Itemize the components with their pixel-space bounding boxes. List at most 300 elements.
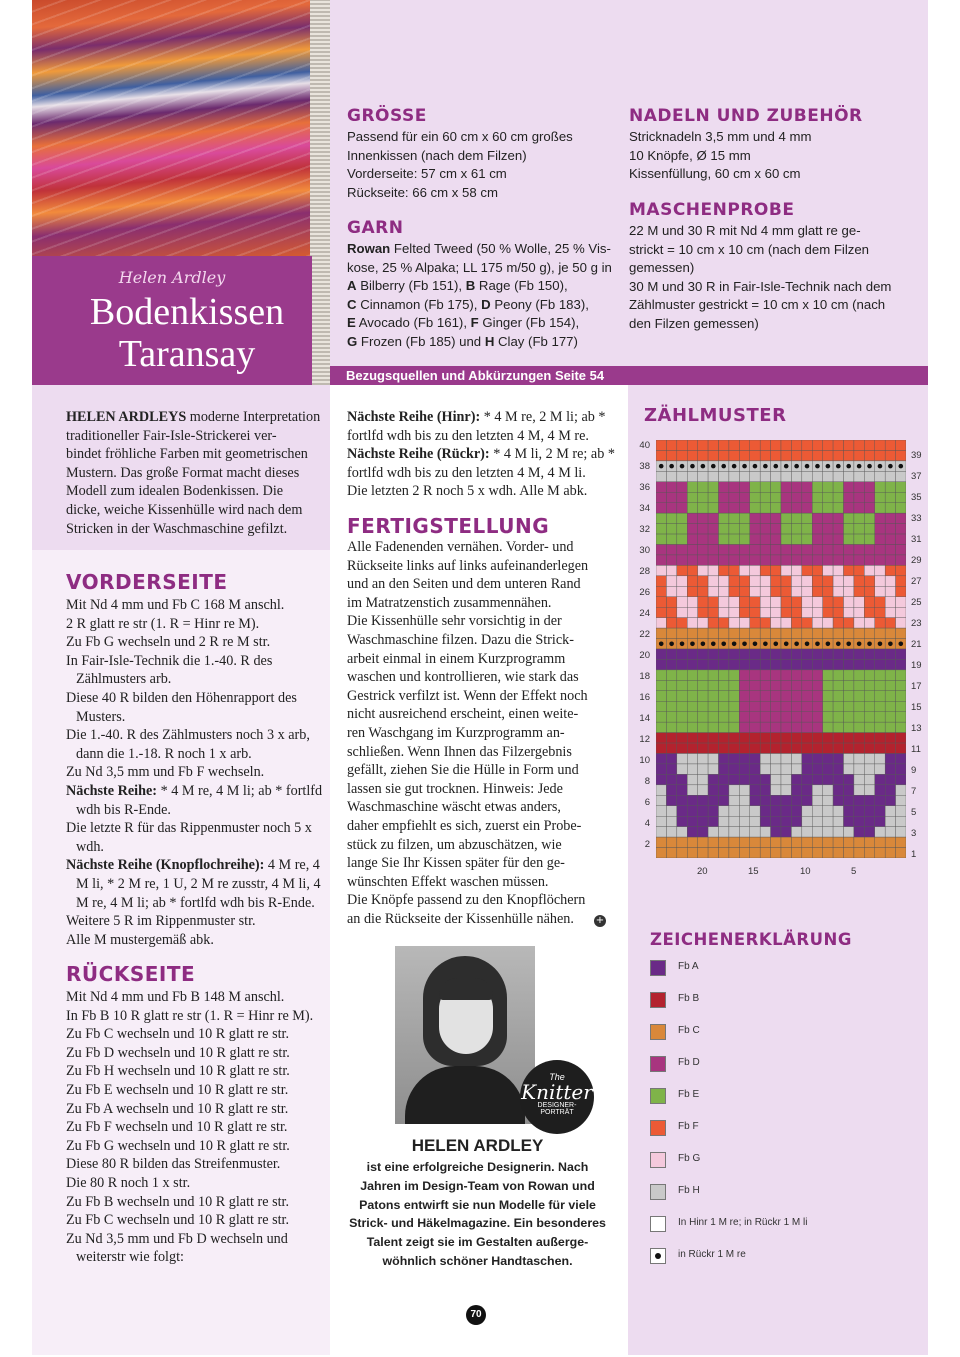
chart-cell <box>708 659 718 669</box>
chart-cell <box>750 565 760 575</box>
chart-cell <box>729 701 739 711</box>
chart-cell <box>771 534 781 544</box>
chart-cell <box>687 555 697 565</box>
chart-cell <box>781 555 791 565</box>
chart-cell <box>656 586 666 596</box>
chart-cell <box>864 565 874 575</box>
chart-cell <box>666 628 676 638</box>
chart-cell <box>771 754 781 764</box>
chart-cell <box>833 827 843 837</box>
instruction-text: Die 1.-40. R des Zählmusters noch 3 x arb, dann die 1.-18. R noch 1 x arb. <box>66 727 310 762</box>
chart-cell <box>739 555 749 565</box>
legend-swatch <box>650 1024 666 1040</box>
chart-cell <box>677 503 687 513</box>
chart-cell <box>802 503 812 513</box>
chart-cell <box>719 670 729 680</box>
nadeln-section <box>629 106 919 184</box>
chart-cell <box>885 450 895 460</box>
chart-cell <box>854 607 864 617</box>
chart-cell <box>791 816 801 826</box>
fertigstellung-section <box>347 514 617 928</box>
chart-cell <box>719 607 729 617</box>
chart-cell <box>698 774 708 784</box>
chart-cell <box>708 764 718 774</box>
chart-cell <box>791 534 801 544</box>
chart-cell <box>875 806 885 816</box>
chart-cell <box>719 764 729 774</box>
chart-cell <box>760 628 770 638</box>
chart-cell <box>698 722 708 732</box>
page-title-line2: Taransay <box>118 333 256 375</box>
chart-cell <box>854 827 864 837</box>
chart-cell <box>812 586 822 596</box>
instruction-item: Zu Fb G wechseln und 10 R glatt re str. <box>66 1137 290 1154</box>
purl-dot-mark <box>753 641 758 646</box>
chart-cell <box>812 701 822 711</box>
text-line: Waschmaschine filzen. Dazu die Strick- <box>347 631 574 648</box>
chart-cell <box>802 712 812 722</box>
chart-cell <box>729 743 739 753</box>
designer-photo <box>395 946 535 1124</box>
chart-cell <box>719 545 729 555</box>
fertigstellung-heading: FERTIGSTELLUNG <box>347 514 550 538</box>
chart-cell <box>771 680 781 690</box>
chart-tick-label: 20 <box>639 650 650 661</box>
chart-cell <box>750 764 760 774</box>
chart-cell <box>666 722 676 732</box>
chart-cell <box>698 503 708 513</box>
chart-cell <box>687 513 697 523</box>
chart-cell <box>656 712 666 722</box>
chart-cell <box>864 534 874 544</box>
chart-cell <box>750 607 760 617</box>
chart-cell <box>844 545 854 555</box>
chart-cell <box>739 659 749 669</box>
text-line: gemessen) <box>629 260 695 276</box>
chart-cell <box>791 774 801 784</box>
chart-cell <box>687 680 697 690</box>
chart-cell <box>823 628 833 638</box>
chart-cell <box>719 680 729 690</box>
instruction-item <box>347 408 615 445</box>
chart-cell <box>823 680 833 690</box>
chart-cell <box>854 837 864 847</box>
chart-cell <box>677 670 687 680</box>
chart-cell <box>885 701 895 711</box>
text-line: Kissenfüllung, 60 cm x 60 cm <box>629 166 801 182</box>
chart-cell <box>812 576 822 586</box>
chart-cell <box>708 440 718 450</box>
purl-dot-mark <box>742 641 747 646</box>
chart-cell <box>896 576 906 586</box>
chart-cell <box>875 827 885 837</box>
end-mark-icon: + <box>595 915 605 926</box>
chart-cell <box>698 576 708 586</box>
chart-cell <box>864 795 874 805</box>
chart-cell <box>666 827 676 837</box>
chart-cell <box>739 827 749 837</box>
chart-cell <box>781 492 791 502</box>
legend-label: in Rückr 1 M re <box>678 1249 746 1260</box>
chart-cell <box>823 503 833 513</box>
chart-cell <box>760 492 770 502</box>
chart-cell <box>833 628 843 638</box>
chart-cell <box>687 524 697 534</box>
chart-cell <box>719 492 729 502</box>
chart-cell <box>781 597 791 607</box>
chart-cell <box>666 482 676 492</box>
chart-cell <box>844 701 854 711</box>
chart-cell <box>885 492 895 502</box>
badge-text: DESIGNER- <box>537 1102 577 1109</box>
chart-cell <box>833 816 843 826</box>
chart-cell <box>864 482 874 492</box>
chart-cell <box>771 701 781 711</box>
chart-cell <box>708 743 718 753</box>
text-line: 22 M und 30 R mit Nd 4 mm glatt re ge- <box>629 223 861 238</box>
chart-cell <box>698 492 708 502</box>
chart-cell <box>739 774 749 784</box>
chart-cell <box>739 701 749 711</box>
chart-cell <box>760 471 770 481</box>
chart-tick-label: 27 <box>911 576 922 587</box>
chart-cell <box>802 837 812 847</box>
chart-cell <box>666 848 676 858</box>
chart-cell <box>666 545 676 555</box>
chart-cell <box>656 450 666 460</box>
chart-cell <box>771 607 781 617</box>
chart-cell <box>864 733 874 743</box>
text-span: Felted Tweed (50 % Wolle, 25 % Vis- <box>390 241 611 256</box>
chart-cell <box>823 691 833 701</box>
chart-cell <box>812 806 822 816</box>
chart-cell <box>729 659 739 669</box>
chart-cell <box>750 597 760 607</box>
purl-dot-mark <box>826 464 831 469</box>
chart-cell <box>739 471 749 481</box>
chart-cell <box>656 691 666 701</box>
chart-cell <box>812 837 822 847</box>
text-line <box>66 408 328 427</box>
chart-cell <box>875 503 885 513</box>
chart-cell <box>729 555 739 565</box>
chart-cell <box>687 628 697 638</box>
chart-cell <box>760 534 770 544</box>
purl-dot-mark <box>826 641 831 646</box>
chart-cell <box>719 618 729 628</box>
chart-cell <box>708 450 718 460</box>
chart-cell <box>729 785 739 795</box>
purl-dot-mark <box>669 464 674 469</box>
chart-tick-label: 1 <box>911 849 917 860</box>
chart-cell <box>833 586 843 596</box>
text-line: gefällt, ziehen Sie die Hülle in Form und <box>347 762 579 779</box>
chart-cell <box>833 806 843 816</box>
instruction-text: * 4 M re, 2 M li; ab * fortlfd wdh bis zu den letzten 4 M, 4 M re. <box>347 409 606 444</box>
chart-cell <box>666 471 676 481</box>
chart-cell <box>875 733 885 743</box>
chart-cell <box>708 555 718 565</box>
chart-cell <box>666 492 676 502</box>
chart-cell <box>885 785 895 795</box>
instruction-item: In Fb B 10 R glatt re str (1. R = Hinr re M). <box>66 1007 314 1024</box>
chart-cell <box>885 764 895 774</box>
legend-swatch <box>650 1184 666 1200</box>
purl-dot-mark <box>784 464 789 469</box>
chart-cell <box>771 482 781 492</box>
chart-cell <box>677 565 687 575</box>
purl-dot-mark <box>794 464 799 469</box>
chart-cell <box>708 503 718 513</box>
chart-cell <box>854 440 864 450</box>
chart-cell <box>750 712 760 722</box>
chart-cell <box>823 785 833 795</box>
chart-cell <box>739 628 749 638</box>
chart-cell <box>812 764 822 774</box>
chart-cell <box>844 450 854 460</box>
chart-cell <box>729 680 739 690</box>
instruction-item: Zu Fb C wechseln und 10 R glatt re str. <box>66 1026 290 1043</box>
chart-cell <box>875 586 885 596</box>
chart-cell <box>729 440 739 450</box>
chart-cell <box>708 754 718 764</box>
chart-cell <box>760 785 770 795</box>
chart-cell <box>677 764 687 774</box>
chart-cell <box>656 701 666 711</box>
chart-tick-label: 28 <box>639 566 650 577</box>
chart-cell <box>802 586 812 596</box>
chart-cell <box>781 450 791 460</box>
designer-bio <box>330 1158 625 1271</box>
chart-cell <box>844 733 854 743</box>
text-line: ren Waschgang im Kurzprogramm an- <box>347 724 565 741</box>
chart-cell <box>771 649 781 659</box>
text-line: lassen sie gut trocknen. Hinweis: Jede <box>347 780 563 797</box>
chart-cell <box>677 440 687 450</box>
chart-cell <box>760 806 770 816</box>
chart-cell <box>802 524 812 534</box>
chart-cell <box>708 670 718 680</box>
chart-cell <box>687 848 697 858</box>
chart-cell <box>864 816 874 826</box>
text-line: Passend für ein 60 cm x 60 cm großes <box>347 129 573 144</box>
chart-cell <box>708 586 718 596</box>
chart-cell <box>687 806 697 816</box>
chart-cell <box>729 628 739 638</box>
chart-cell <box>791 785 801 795</box>
chart-cell <box>687 471 697 481</box>
chart-cell <box>687 670 697 680</box>
chart-tick-label: 25 <box>911 597 922 608</box>
chart-cell <box>812 774 822 784</box>
chart-cell <box>854 701 864 711</box>
chart-cell <box>739 618 749 628</box>
chart-cell <box>719 586 729 596</box>
chart-cell <box>729 607 739 617</box>
chart-cell <box>864 827 874 837</box>
chart-cell <box>833 607 843 617</box>
chart-tick-label: 32 <box>639 524 650 535</box>
purl-dot-mark <box>836 464 841 469</box>
chart-cell <box>771 743 781 753</box>
chart-cell <box>760 607 770 617</box>
chart-cell <box>875 816 885 826</box>
rueckseite-instructions <box>66 988 328 1267</box>
chart-cell <box>656 659 666 669</box>
color-key: A <box>347 278 357 294</box>
chart-cell <box>656 774 666 784</box>
chart-tick-label: 14 <box>639 713 650 724</box>
chart-cell <box>864 743 874 753</box>
chart-cell <box>698 795 708 805</box>
chart-cell <box>844 827 854 837</box>
chart-cell <box>781 733 791 743</box>
chart-cell <box>666 701 676 711</box>
chart-cell <box>729 827 739 837</box>
chart-cell <box>771 555 781 565</box>
chart-cell <box>823 764 833 774</box>
chart-cell <box>687 618 697 628</box>
chart-cell <box>812 754 822 764</box>
chart-tick-label: 34 <box>639 503 650 514</box>
chart-cell <box>677 848 687 858</box>
chart-cell <box>656 827 666 837</box>
chart-cell <box>875 743 885 753</box>
chart-cell <box>771 545 781 555</box>
chart-cell <box>687 733 697 743</box>
chart-cell <box>739 712 749 722</box>
purl-dot-mark <box>680 641 685 646</box>
chart-cell <box>677 774 687 784</box>
chart-cell <box>791 733 801 743</box>
chart-cell <box>823 565 833 575</box>
purl-dot-mark <box>888 464 893 469</box>
chart-cell <box>875 628 885 638</box>
chart-cell <box>781 628 791 638</box>
chart-cell <box>885 827 895 837</box>
chart-cell <box>666 513 676 523</box>
chart-cell <box>844 691 854 701</box>
rueckseite-continued <box>347 408 615 501</box>
chart-tick-label: 19 <box>911 660 922 671</box>
chart-cell <box>833 649 843 659</box>
chart-cell <box>739 545 749 555</box>
chart-cell <box>812 565 822 575</box>
chart-cell <box>896 754 906 764</box>
chart-cell <box>719 827 729 837</box>
purl-dot-mark <box>701 641 706 646</box>
chart-cell <box>687 534 697 544</box>
instruction-text: * 4 M li, 2 M re; ab * fortlfd wdh bis zu den letzten 4 M, 4 M li. <box>347 446 615 481</box>
chart-cell <box>760 565 770 575</box>
chart-cell <box>666 712 676 722</box>
chart-cell <box>698 754 708 764</box>
chart-cell <box>833 659 843 669</box>
chart-cell <box>656 754 666 764</box>
chart-cell <box>781 827 791 837</box>
chart-cell <box>698 482 708 492</box>
chart-cell <box>677 837 687 847</box>
instruction-item: Zu Fb H wechseln und 10 R glatt re str. <box>66 1063 290 1080</box>
chart-cell <box>771 827 781 837</box>
chart-cell <box>750 659 760 669</box>
chart-cell <box>791 607 801 617</box>
chart-cell <box>708 680 718 690</box>
chart-cell <box>854 764 864 774</box>
chart-cell <box>677 576 687 586</box>
chart-cell <box>739 586 749 596</box>
chart-cell <box>854 534 864 544</box>
chart-cell <box>708 795 718 805</box>
chart-cell <box>875 785 885 795</box>
chart-cell <box>781 691 791 701</box>
chart-cell <box>666 534 676 544</box>
chart-cell <box>875 764 885 774</box>
chart-cell <box>812 659 822 669</box>
chart-cell <box>781 712 791 722</box>
chart-cell <box>854 848 864 858</box>
chart-cell <box>677 545 687 555</box>
bio-line: Patons entwirft sie nun Modelle für viele <box>359 1197 596 1212</box>
garn-color-list <box>347 277 627 351</box>
chart-cell <box>729 806 739 816</box>
chart-cell <box>698 691 708 701</box>
chart-cell <box>864 576 874 586</box>
chart-cell <box>677 524 687 534</box>
text-line: Gestrick verfilzt ist. Wenn der Effekt noch <box>347 687 588 704</box>
chart-cell <box>833 764 843 774</box>
chart-cell <box>791 618 801 628</box>
chart-cell <box>864 503 874 513</box>
chart-tick-label: 23 <box>911 618 922 629</box>
chart-cell <box>823 827 833 837</box>
chart-cell <box>823 618 833 628</box>
chart-cell <box>708 816 718 826</box>
chart-tick-label: 4 <box>644 818 650 829</box>
chart-cell <box>687 659 697 669</box>
text-line: nicht ausreichend erscheint, einen weite- <box>347 706 579 723</box>
chart-cell <box>708 482 718 492</box>
color-name: Bilberry (Fb 151), <box>356 278 466 294</box>
chart-cell <box>833 513 843 523</box>
chart-cell <box>687 503 697 513</box>
chart-cell <box>833 618 843 628</box>
chart-cell <box>802 649 812 659</box>
chart-tick-label: 18 <box>639 671 650 682</box>
chart-cell <box>833 555 843 565</box>
chart-cell <box>698 513 708 523</box>
chart-cell <box>781 722 791 732</box>
chart-cell <box>739 722 749 732</box>
chart-cell <box>708 513 718 523</box>
chart-cell <box>656 440 666 450</box>
chart-cell <box>781 576 791 586</box>
chart-cell <box>698 586 708 596</box>
chart-cell <box>854 670 864 680</box>
chart-cell <box>729 670 739 680</box>
chart-cell <box>760 450 770 460</box>
purl-dot-mark <box>815 464 820 469</box>
chart-cell <box>875 440 885 450</box>
instruction-item <box>66 615 328 634</box>
chart-cell <box>864 555 874 565</box>
chart-cell <box>677 534 687 544</box>
chart-cell <box>687 440 697 450</box>
chart-cell <box>719 743 729 753</box>
chart-cell <box>708 628 718 638</box>
chart-cell <box>656 785 666 795</box>
chart-tick-label: 26 <box>639 587 650 598</box>
